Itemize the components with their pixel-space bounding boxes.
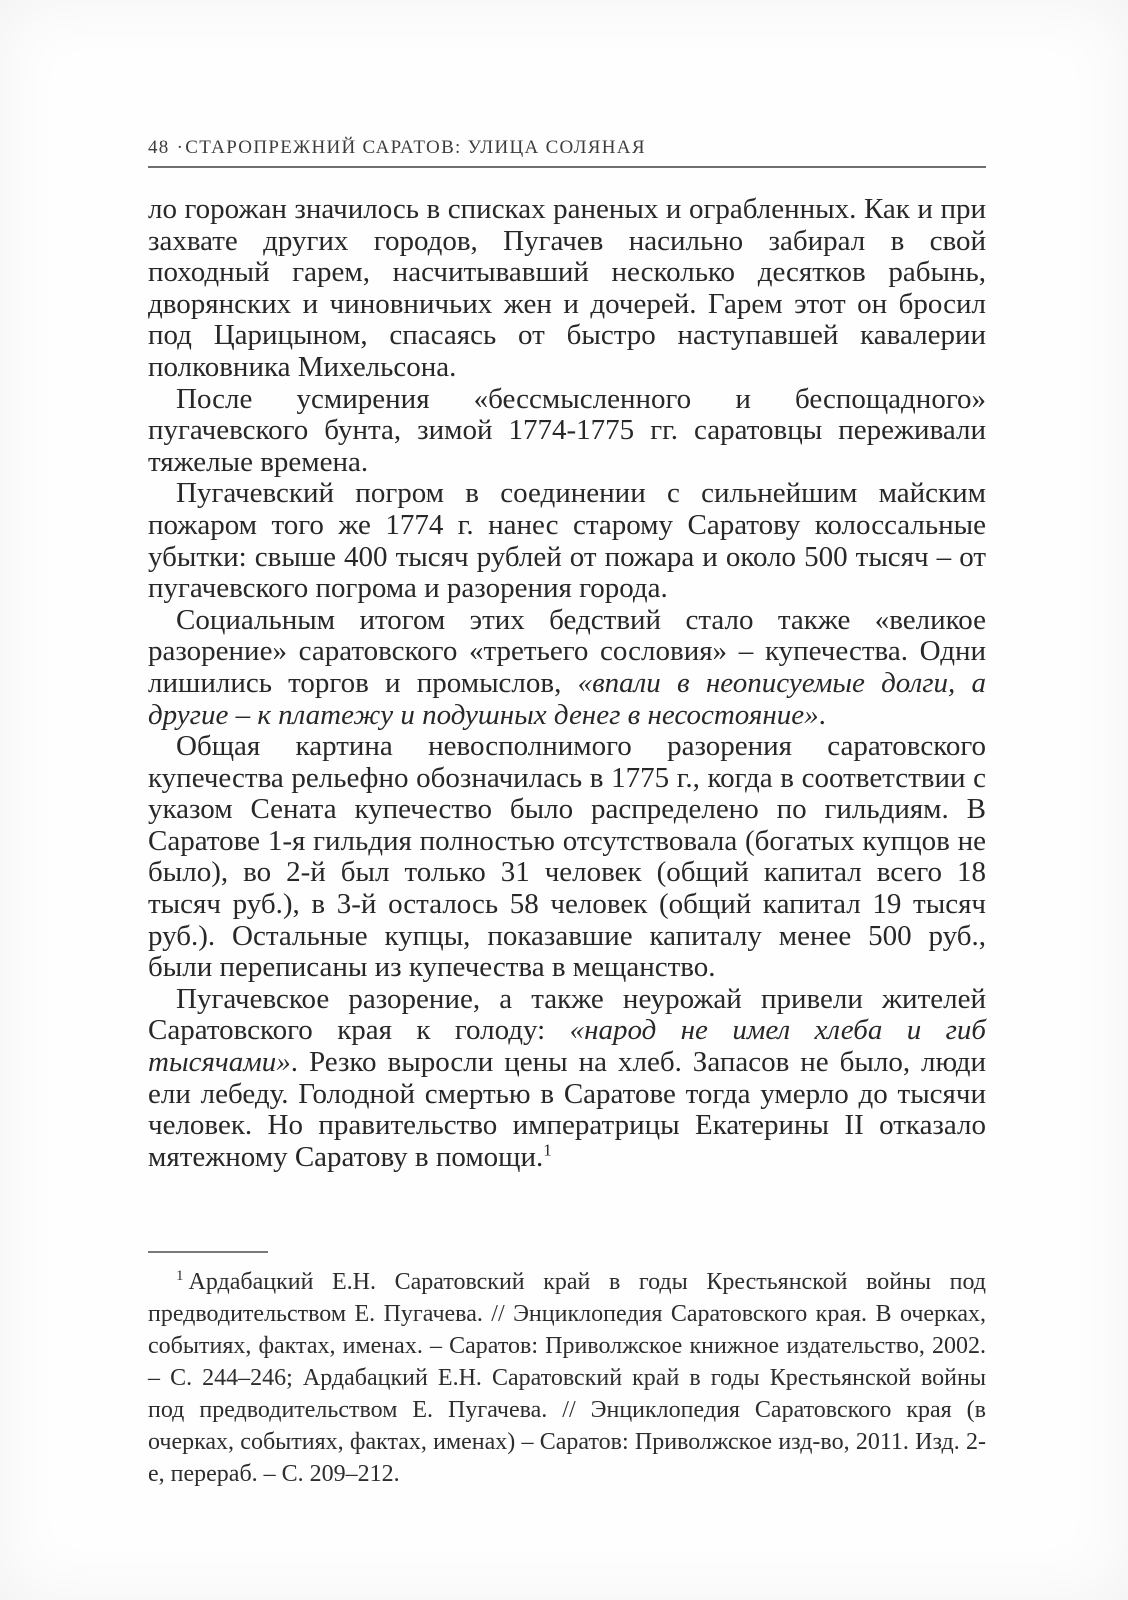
paragraph <box>148 605 986 731</box>
text-run: Общая картина невосполнимого разорения саратовского купечества рельефно обозначилась в 1775 г., когда в соответствии с указом Сената купечество было распределено по гильдиям. В Саратове 1-я гильдия полностью отсутствовала (богатых купцов не было), во 2-й был только 31 человек (общий капитал всего 18 тысяч руб.), в 3-й осталось 58 человек (общий капитал 19 тысяч руб.). Остальные купцы, показавшие капиталу менее 500 руб., были переписаны из купечества в мещанство. <box>148 730 986 984</box>
paragraph <box>148 731 986 984</box>
text-run: Пугачевский погром в соединении с сильнейшим майским пожаром того же 1774 г. нанес старому Саратову колоссальные убытки: свыше 400 тысяч рублей от пожара и около 500 тысяч – от пугачевского погрома и разорения города. <box>148 477 986 605</box>
text-run: Социальным итогом этих бедствий стало также «великое разорение» саратовского «третьего сословия» – купечества. Одни лишились торгов и промыслов, <box>148 603 986 699</box>
text-run: Пугачевское разорение, а также неурожай привели жителей Саратовского края к голоду: <box>148 982 986 1047</box>
header-separator-dot: · <box>176 137 185 158</box>
paragraph <box>148 194 986 384</box>
paragraph <box>148 384 986 479</box>
paragraph <box>148 984 986 1174</box>
body-text <box>148 194 986 1173</box>
footnote-section <box>148 1251 986 1490</box>
paragraph <box>148 478 986 604</box>
footnote-text: Ардабацкий Е.Н. Саратовский край в годы Крестьянской войны под предводительством Е. Пугачева. // Энциклопедия Саратовского края. В очерках, событиях, фактах, именах. – Саратов: Приволжское книжное издательство, 2002. – С. 244–246; Ардабацкий Е.Н. Саратовский край в годы Крестьянской войны под предводительством Е. Пугачева. // Энциклопедия Саратовского края (в очерках, событиях, фактах, именах) – Саратов: Приволжское изд-во, 2011. Изд. 2-е, перераб. – С. 209–212. <box>148 1269 986 1487</box>
footnote-marker: 1 <box>176 1268 184 1284</box>
footnote-separator-rule <box>148 1251 268 1253</box>
running-head <box>148 136 986 159</box>
text-run: После усмирения «бессмысленного и беспощадного» пугачевского бунта, зимой 1774-1775 гг. саратовцы переживали тяжелые времена. <box>148 382 986 478</box>
footnote-ref: 1 <box>543 1140 552 1160</box>
footnote <box>148 1266 986 1490</box>
running-title: СТАРОПРЕЖНИЙ САРАТОВ: УЛИЦА СОЛЯНАЯ <box>185 137 646 158</box>
header-rule <box>148 166 986 168</box>
text-column <box>148 136 986 1173</box>
italic-quote-run: «народ не имел хлеба и гиб тысячами» <box>148 1014 986 1079</box>
page-number: 48 <box>148 137 170 158</box>
text-run: . <box>818 698 826 731</box>
italic-quote-run: «впали в неописуемые долги, а другие – к платежу и подушных денег в несостояние» <box>148 666 986 731</box>
text-run: ло горожан значилось в списках раненых и ограбленных. Как и при захвате других городов, Пугачев насильно забирал в свой походный гарем, насчитывавший несколько десятков рабынь, дворянских и чиновничьих жен и дочерей. Гарем этот он бросил под Царицыном, спасаясь от быстро наступавшей кавалерии полковника Михельсона. <box>148 193 986 383</box>
text-run: . Резко выросли цены на хлеб. Запасов не было, люди ели лебеду. Голодной смертью в Саратове тогда умерло до тысячи человек. Но правительство императрицы Екатерины II отказало мятежному Саратову в помощи. <box>148 1046 986 1173</box>
